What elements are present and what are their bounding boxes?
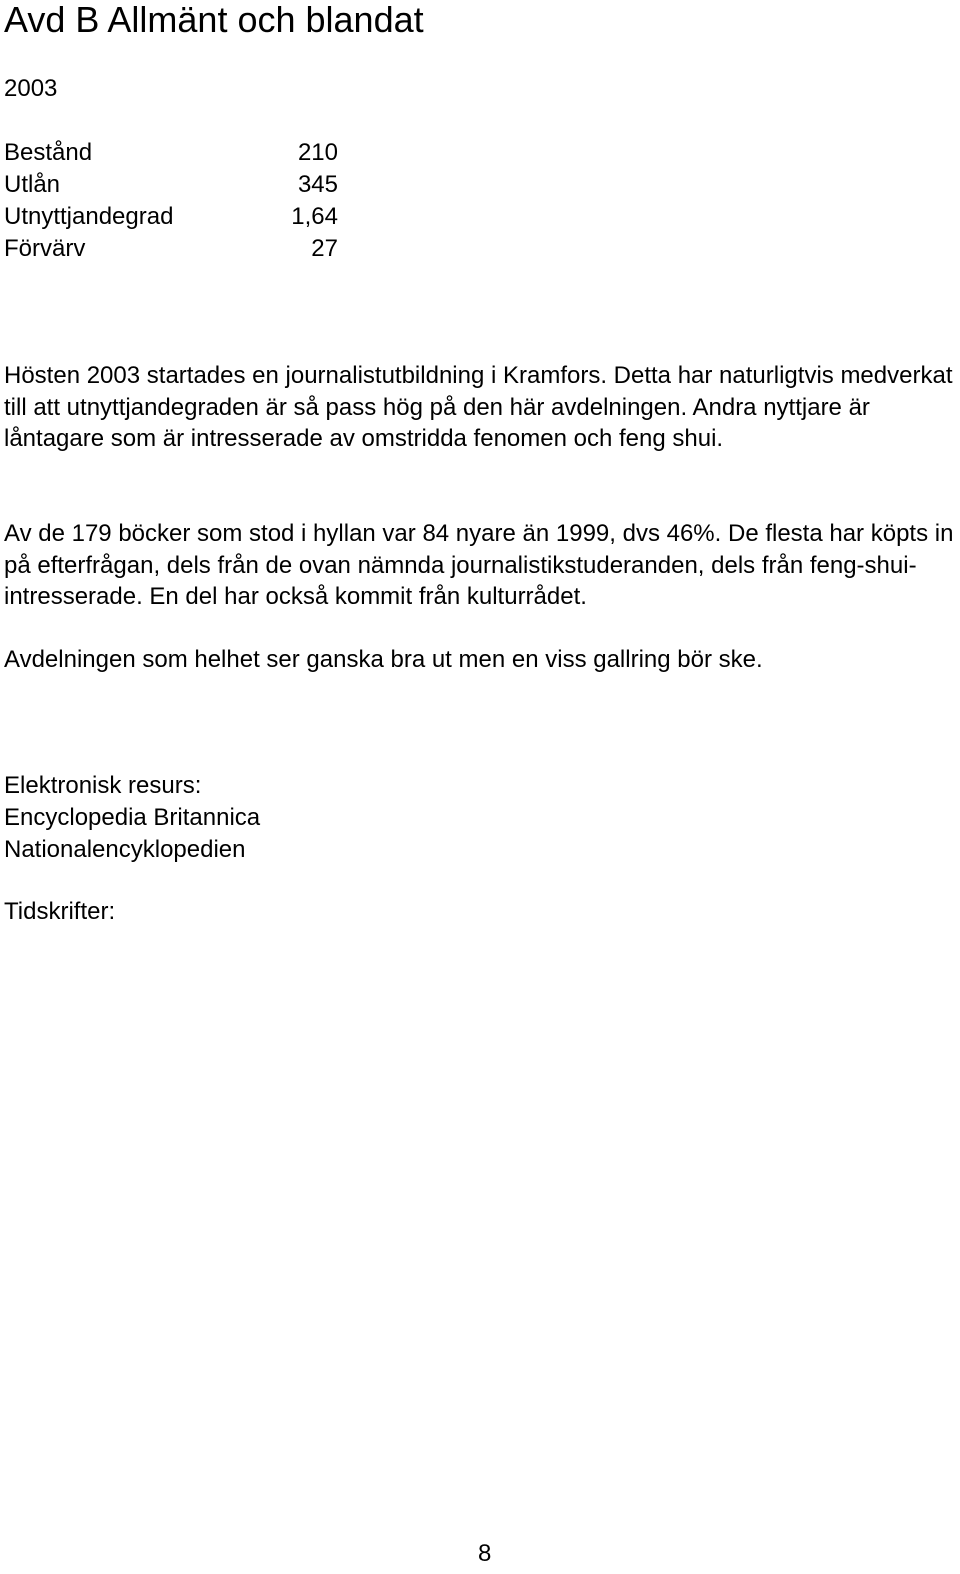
paragraph-journalism-education: Hösten 2003 startades en journalistutbildning i Kramfors. Detta har naturligtvis medverkat till att utnyttjandegraden är så pass hög på den här avdelningen. Andra nyttjare är låntagare som är intresserade av omstridda fenomen och feng shui. [4,362,953,452]
page-number: 8 [478,1540,492,1567]
resource-item: Nationalencyklopedien [4,836,246,863]
stat-label: Bestånd [4,139,93,166]
stat-label: Utlån [4,171,61,198]
report-year: 2003 [4,75,58,102]
stat-value: 1,64 [291,203,338,230]
paragraph-assessment: Avdelningen som helhet ser ganska bra ut men en viss gallring bör ske. [4,646,763,673]
stat-row-bestand [4,137,338,169]
stat-value: 27 [311,235,338,262]
journals-label: Tidskrifter: [4,898,116,925]
stat-label: Förvärv [4,235,86,262]
paragraph-book-age: Av de 179 böcker som stod i hyllan var 84 nyare än 1999, dvs 46%. De flesta har köpts in på efterfrågan, dels från de ovan nämnda journalistikstuderanden, dels från feng-shui-intresserade. En del har också kommit från kulturrådet. [4,520,954,610]
page-title: Avd B Allmänt och blandat [4,0,424,40]
stat-value: 345 [297,171,338,198]
stat-label: Utnyttjandegrad [4,203,174,230]
resource-item: Encyclopedia Britannica [4,804,261,831]
stat-value: 210 [297,139,338,166]
stat-row-forvarv [4,233,338,265]
stat-row-utlan [4,169,338,201]
electronic-resources-label: Elektronisk resurs: [4,772,202,799]
electronic-resources [4,770,260,866]
statistics-table [4,137,338,265]
stat-row-utnyttjandegrad [4,201,338,233]
